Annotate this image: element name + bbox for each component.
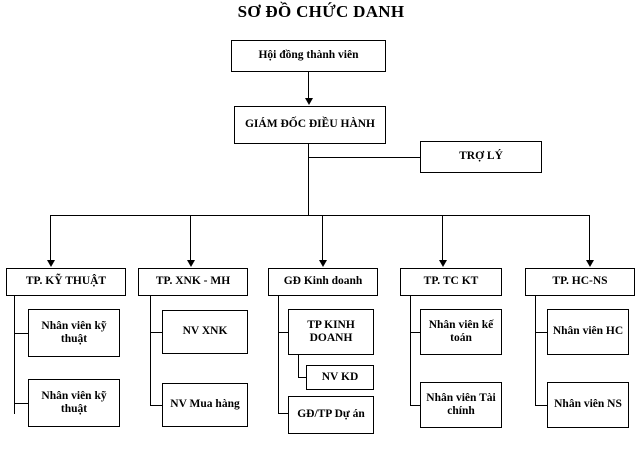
connector-xnk-2 — [150, 405, 162, 406]
arrow-board-ceo — [305, 98, 313, 105]
connector-hr-1 — [535, 332, 547, 333]
connector-xnk-col — [150, 296, 151, 406]
connector-drop-sales — [322, 215, 323, 263]
connector-sales-2 — [278, 413, 288, 414]
connector-drop-tech — [50, 215, 51, 263]
node-assistant: TRỢ LÝ — [420, 141, 542, 173]
connector-hr-2 — [535, 405, 547, 406]
node-project-head: GĐ/TP Dự án — [288, 396, 374, 434]
connector-ceo-assistant-h — [308, 157, 420, 158]
arrow-xnk — [187, 260, 195, 267]
node-hr-staff-2: Nhân viên NS — [547, 382, 629, 428]
connector-tech-2 — [14, 403, 28, 404]
connector-bus — [50, 215, 589, 216]
chart-title: SƠ ĐỒ CHỨC DANH — [237, 2, 405, 21]
arrow-hr — [586, 260, 594, 267]
connector-acc-col — [410, 296, 411, 406]
arrow-acc — [439, 260, 447, 267]
connector-board-ceo — [308, 72, 309, 100]
node-board: Hội đồng thành viên — [231, 40, 386, 72]
node-dept-tech: TP. KỸ THUẬT — [6, 268, 126, 296]
node-acc-staff-2: Nhân viên Tài chính — [420, 382, 502, 428]
node-dept-sales: GĐ Kinh doanh — [268, 268, 378, 296]
node-ceo: GIÁM ĐỐC ĐIỀU HÀNH — [234, 106, 386, 144]
connector-tech-1 — [14, 333, 28, 334]
node-sales-staff: NV KD — [306, 365, 374, 390]
connector-hr-col — [535, 296, 536, 406]
node-hr-staff-1: Nhân viên HC — [547, 309, 629, 355]
connector-drop-xnk — [190, 215, 191, 263]
node-dept-xnk: TP. XNK - MH — [138, 268, 248, 296]
connector-tech-col — [14, 296, 15, 414]
node-acc-staff-1: Nhân viên kế toán — [420, 309, 502, 355]
connector-ceo-bus — [308, 157, 309, 216]
node-dept-acc: TP. TC KT — [400, 268, 502, 296]
connector-acc-1 — [410, 332, 420, 333]
connector-sales-sub-h — [298, 377, 306, 378]
connector-drop-acc — [442, 215, 443, 263]
arrow-tech — [47, 260, 55, 267]
node-purchase-staff: NV Mua hàng — [162, 383, 248, 427]
node-tech-staff-2: Nhân viên kỹ thuật — [28, 379, 120, 427]
node-xnk-staff: NV XNK — [162, 310, 248, 354]
node-tech-staff-1: Nhân viên kỹ thuật — [28, 309, 120, 357]
connector-sales-sub — [298, 355, 299, 378]
arrow-sales — [319, 260, 327, 267]
node-dept-hr: TP. HC-NS — [525, 268, 635, 296]
connector-sales-1 — [278, 332, 288, 333]
node-sales-head: TP KINH DOANH — [288, 309, 374, 355]
connector-acc-2 — [410, 405, 420, 406]
connector-xnk-1 — [150, 332, 162, 333]
connector-ceo-assistant-v — [308, 144, 309, 158]
connector-drop-hr — [589, 215, 590, 263]
connector-sales-col — [278, 296, 279, 414]
